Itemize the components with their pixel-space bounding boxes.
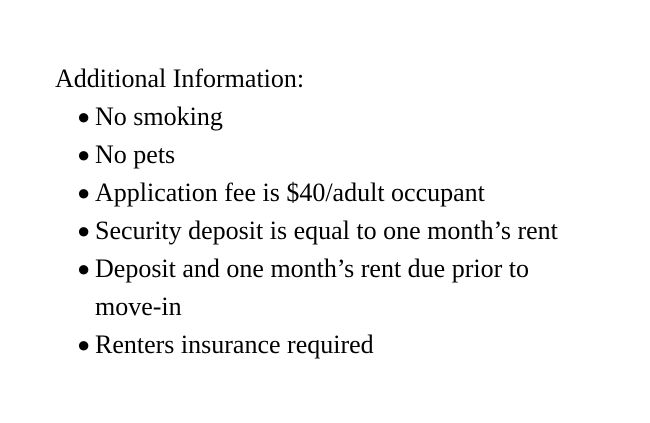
list-item: [77, 174, 635, 212]
list-item-text: Security deposit is equal to one month’s rent: [95, 216, 558, 245]
section-heading: Additional Information:: [55, 64, 305, 93]
list-item-text: No smoking: [95, 102, 223, 131]
info-list: [55, 98, 635, 364]
bullet-icon: ●: [77, 332, 91, 357]
list-item-text: Deposit and one month’s rent due prior to move-in: [95, 254, 529, 321]
additional-information-section: [55, 60, 635, 364]
bullet-icon: ●: [77, 142, 91, 167]
list-item: [77, 212, 635, 250]
list-item-text: Application fee is $40/adult occupant: [95, 178, 485, 207]
bullet-icon: ●: [77, 218, 91, 243]
list-item-text: No pets: [95, 140, 176, 169]
list-item: [77, 136, 635, 174]
list-item: [77, 250, 565, 326]
bullet-icon: ●: [77, 104, 91, 129]
list-item: [77, 326, 635, 364]
list-item: [77, 98, 635, 136]
list-item-text: Renters insurance required: [95, 330, 374, 359]
bullet-icon: ●: [77, 256, 91, 281]
bullet-icon: ●: [77, 180, 91, 205]
